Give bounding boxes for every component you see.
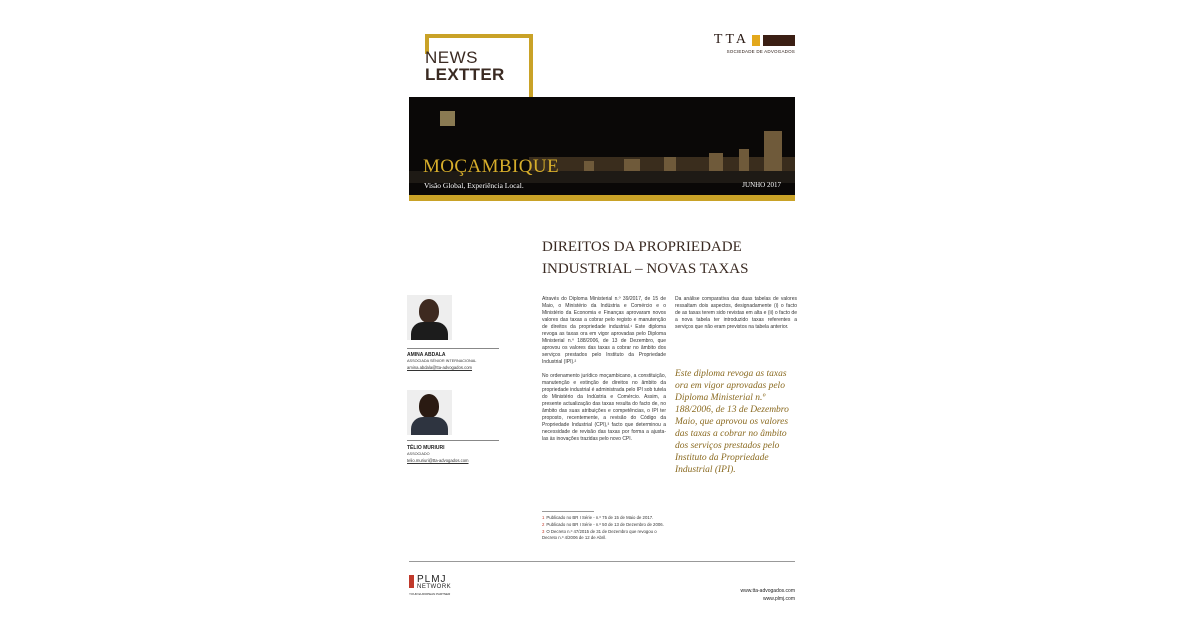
tta-logo-brown-bar [763, 35, 795, 46]
plmj-name: PLMJ [417, 574, 447, 585]
footnote: 2 Publicado no BR I Série - n.º 50 de 13 de Dezembro de 2006. [542, 522, 664, 527]
building [739, 149, 749, 171]
newsletter-title [425, 49, 505, 83]
tta-subtitle: SOCIEDADE DE ADVOGADOS [726, 49, 795, 54]
author-name: TÉLIO MURIURI [407, 445, 445, 451]
building [624, 159, 640, 171]
author-photo [407, 295, 452, 340]
footnote-divider [542, 511, 594, 512]
footer-websites [741, 587, 795, 603]
article-column-1 [542, 296, 666, 450]
building [764, 131, 782, 171]
plmj-tagline: YOUR EUROPEAN PARTNER [409, 592, 451, 596]
frame-inner-square [440, 111, 455, 126]
building [709, 153, 723, 171]
title-lextter: LEXTTER [425, 65, 505, 84]
plmj-network: NETWORK [417, 584, 452, 590]
author-photo [407, 390, 452, 435]
pull-quote: Este diploma revoga as taxas ora em vigor aprovadas pelo Diploma Ministerial n.º 188/2006, de 13 de Dezembro Maio, que aprovou os valores das taxas a cobrar no âmbito dos serviços prestados pelo Instituto da Propriedade Industrial (IPI). [675, 369, 789, 475]
tta-logo-text: TTA [713, 32, 749, 47]
author-email[interactable]: telio.muriuri@tta-advogados.com [407, 458, 469, 463]
headline-line-2: INDUSTRIAL – NOVAS TAXAS [542, 261, 749, 277]
issue-date: JUNHO 2017 [742, 181, 781, 189]
author-role: ASSOCIADA SÉNIOR INTERNACIONAL [407, 359, 477, 363]
footnote: 3 O Decreto n.º 47/2015 de 31 de Dezembro que revogou o Decreto n.º 4/2006 de 12 de Abril. [542, 529, 657, 540]
author-divider [407, 348, 499, 349]
website-link[interactable]: www.tta-advogados.com [740, 588, 795, 594]
footer-divider [409, 561, 795, 562]
newsletter-page [407, 30, 797, 610]
author-role: ASSOCIADO [407, 452, 430, 456]
footnotes [542, 515, 666, 542]
paragraph: Através do Diploma Ministerial n.º 39/2017, de 15 de Maio, o Ministério da Indústria e Comércio e o Ministério da Economia e Finanças aprovaram novos valores das taxas a cobrar pelo registo e manutenção de direitos da propriedade industrial.¹ Este diploma revoga as taxas ora em vigor aprovadas pelo Diploma Ministerial n.º 188/2006, de 13 de Dezembro, que aprovou os valores das taxas a cobrar no âmbito dos serviços prestados pelo Instituto da Propriedade Industrial (IPI).² [542, 296, 666, 365]
gold-divider [409, 195, 795, 201]
tta-logo [714, 32, 795, 54]
tta-logo-gold-square [752, 35, 760, 46]
article-headline [542, 236, 792, 280]
plmj-red-bar [409, 575, 414, 588]
country-title: MOÇAMBIQUE [423, 156, 559, 177]
author-divider [407, 440, 499, 441]
building [584, 161, 594, 171]
gold-frame-top [425, 34, 533, 38]
paragraph: Da análise comparativa das duas tabelas de valores ressaltam dois aspectos, designadamente (i) o facto de as taxas terem sido revistas em alta e (ii) o facto de a nova tabela ter introduzido taxas referentes a serviços que não eram previstos na tabela anterior. [675, 296, 797, 330]
website-link[interactable]: www.plmj.com [763, 596, 795, 602]
headline-line-1: DIREITOS DA PROPRIEDADE [542, 239, 742, 255]
paragraph: No ordenamento jurídico moçambicano, a constituição, manutenção e extinção de direitos no âmbito da propriedade industrial é administrada pelo IPI sob tutela do Ministério da Indústria e Comércio. Assim, a presente actualização das taxas resulta do facto de, no âmbito das suas atribuições e competências, o IPI ter proposto, recentemente, a revisão do Código da Propriedade Industrial (CPI),³ facto que determinou a necessidade de revisão das taxas por forma a ajusta-las às inovações trazidas pelo novo CPI. [542, 373, 666, 442]
author-email[interactable]: amina.abdala@tta-advogados.com [407, 365, 473, 370]
author-name: AMINA ABDALA [407, 352, 446, 358]
tagline: Visão Global, Experiência Local. [424, 181, 524, 190]
article-column-2 [675, 296, 797, 338]
title-news: NEWS [425, 48, 478, 67]
city-lights [529, 157, 795, 171]
building [664, 157, 676, 171]
footnote: 1 Publicado no BR I Série - n.º 75 de 15 de Maio de 2017. [542, 515, 654, 520]
